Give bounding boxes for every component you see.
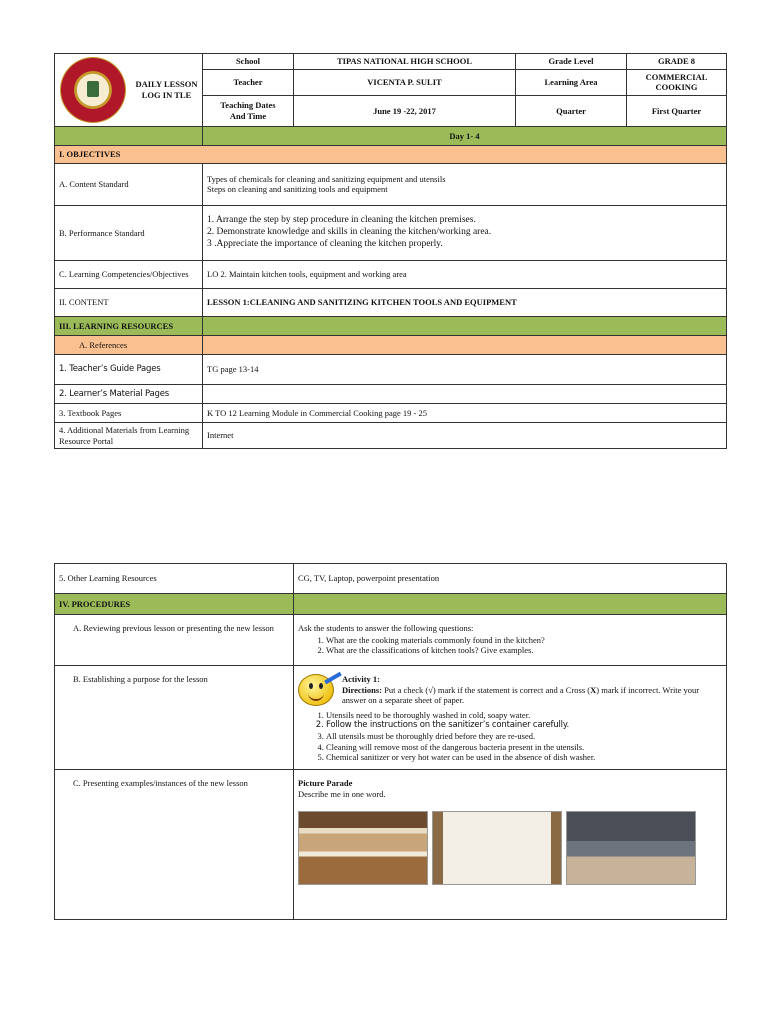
competencies-value: LO 2. Maintain kitchen tools, equipment and working area	[203, 260, 727, 288]
list-item: 2. Follow the instructions on the sanitizer’s container carefully.	[326, 720, 722, 731]
teacher-value: VICENTA P. SULIT	[294, 69, 516, 95]
day-row-blank	[55, 126, 203, 145]
learning-resources-heading: III. LEARNING RESOURCES	[55, 316, 203, 335]
kitchen-photo-shelves	[432, 811, 562, 885]
teachers-guide-label: 1. Teacher’s Guide Pages	[55, 354, 203, 384]
additional-materials-value: Internet	[203, 422, 727, 448]
log-title: DAILY LESSON LOG IN TLE	[135, 79, 198, 100]
day-label: Day 1- 4	[203, 126, 727, 145]
procedures-blank	[294, 594, 727, 615]
kitchen-photo-pantry	[298, 811, 428, 885]
teacher-label: Teacher	[203, 69, 294, 95]
list-item: 1. Utensils need to be thoroughly washed in cold, soapy water.	[326, 710, 722, 721]
content-label: II. CONTENT	[55, 288, 203, 316]
performance-standard-label: B. Performance Standard	[55, 205, 203, 260]
references-blank	[203, 335, 727, 354]
reviewing-value: Ask the students to answer the following questions: 1. What are the cooking materials commonly found in the kitchen? 2. What are the classifications of kitchen tools? Give examples.	[294, 615, 727, 666]
content-standard-value: Types of chemicals for cleaning and sanitizing equipment and utensils Steps on cleaning and sanitizing tools and equipment	[203, 163, 727, 205]
purpose-label: B. Establishing a purpose for the lesson	[55, 666, 294, 770]
teaching-dates-value: June 19 -22, 2017	[294, 95, 516, 126]
learners-material-label: 2. Learner’s Material Pages	[55, 384, 203, 403]
presenting-examples-label: C. Presenting examples/instances of the new lesson	[55, 770, 294, 920]
other-resources-value: CG, TV, Laptop, powerpoint presentation	[294, 564, 727, 594]
quarter-value: First Quarter	[627, 95, 727, 126]
header-logo-cell	[55, 54, 203, 127]
grade-level-label: Grade Level	[516, 54, 627, 70]
learning-area-label: Learning Area	[516, 69, 627, 95]
presenting-examples-value	[294, 770, 727, 920]
list-item: 4. Cleaning will remove most of the dangerous bacteria present in the utensils.	[326, 742, 722, 753]
kitchen-photos	[298, 811, 722, 885]
teachers-guide-value: TG page 13-14	[203, 354, 727, 384]
lesson-log-table	[54, 53, 727, 449]
purpose-value	[294, 666, 727, 770]
activity-title: Activity 1:	[342, 674, 381, 684]
textbook-label: 3. Textbook Pages	[55, 403, 203, 422]
list-item: 1. What are the cooking materials commonly found in the kitchen?	[326, 635, 722, 646]
textbook-value: K TO 12 Learning Module in Commercial Cooking page 19 - 25	[203, 403, 727, 422]
procedures-heading: IV. PROCEDURES	[55, 594, 294, 615]
picture-parade-title: Picture Parade	[298, 778, 353, 788]
competencies-label: C. Learning Competencies/Objectives	[55, 260, 203, 288]
grade-level-value: GRADE 8	[627, 54, 727, 70]
quarter-label: Quarter	[516, 95, 627, 126]
learners-material-value	[203, 384, 727, 403]
review-questions-list	[298, 635, 722, 656]
kitchen-photo-modern	[566, 811, 696, 885]
school-label: School	[203, 54, 294, 70]
smiley-pencil-icon	[298, 674, 342, 709]
reviewing-label: A. Reviewing previous lesson or presenting the new lesson	[55, 615, 294, 666]
content-standard-label: A. Content Standard	[55, 163, 203, 205]
performance-standard-value: 1. Arrange the step by step procedure in cleaning the kitchen premises. 2. Demonstrate knowledge and skills in cleaning the kitchen/working area. 3 .Appreciate the importance of cleaning the kitchen properly.	[203, 205, 727, 260]
school-value: TIPAS NATIONAL HIGH SCHOOL	[294, 54, 516, 70]
procedures-table	[54, 563, 727, 920]
list-item: 3. All utensils must be thoroughly dried before they are re-used.	[326, 731, 722, 742]
teaching-dates-label: Teaching Dates And Time	[203, 95, 294, 126]
content-value: LESSON 1:CLEANING AND SANITIZING KITCHEN TOOLS AND EQUIPMENT	[203, 288, 727, 316]
learning-resources-blank	[203, 316, 727, 335]
list-item: 2. What are the classifications of kitchen tools? Give examples.	[326, 645, 722, 656]
learning-area-value: COMMERCIAL COOKING	[627, 69, 727, 95]
list-item: 5. Chemical sanitizer or very hot water can be used in the absence of dish washer.	[326, 752, 722, 763]
activity-directions: Directions: Put a check (√) mark if the statement is correct and a Cross (X) mark if incorrect. Write your answer on a separate sheet of paper.	[342, 684, 700, 706]
school-seal-logo	[60, 57, 126, 123]
other-resources-label: 5. Other Learning Resources	[55, 564, 294, 594]
objectives-heading: I. OBJECTIVES	[55, 145, 727, 163]
picture-parade-subtitle: Describe me in one word.	[298, 788, 386, 799]
activity-items-list	[298, 710, 722, 763]
references-label: A. References	[55, 335, 203, 354]
additional-materials-label: 4. Additional Materials from Learning Resource Portal	[55, 422, 203, 448]
